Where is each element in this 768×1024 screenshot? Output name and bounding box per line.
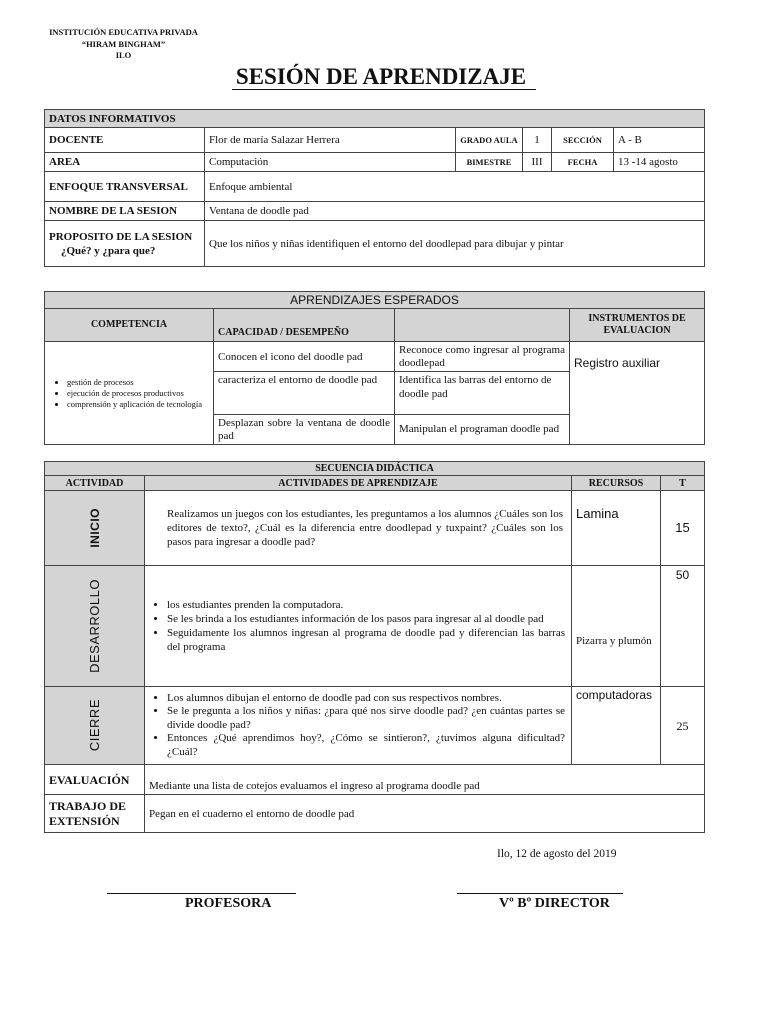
inicio-text: Realizamos un juegos con los estudiantes, les preguntamos a los alumnos ¿Cuáles son los editores de texto?, ¿Cuál es la diferencia entre doodlepad y tuxpaint? ¿Cuáles son los pasos para ingresar a doodle pad?	[145, 491, 572, 566]
grado-label: GRADO AULA	[456, 128, 523, 153]
competencias-cell	[45, 342, 214, 445]
docente-label: DOCENTE	[45, 128, 205, 153]
docente-value: Flor de maría Salazar Herrera	[205, 128, 456, 153]
desarrollo-item: • los estudiantes prenden la computadora.	[167, 598, 565, 612]
col-capacidad: CAPACIDAD / DESEMPEÑO	[214, 309, 395, 342]
nombre-value: Ventana de doodle pad	[205, 202, 705, 221]
sign-left: PROFESORA	[185, 896, 272, 911]
school-line-3: ILO	[115, 50, 132, 60]
col-instrumentos: INSTRUMENTOS DE EVALUACION	[570, 309, 705, 342]
desempeno-cell: Manipulan el programan doodle pad	[395, 415, 570, 445]
capacidad-cell: Desplazan sobre la ventana de doodle pad	[214, 415, 395, 445]
col-competencia: COMPETENCIA	[45, 309, 214, 342]
proposito-label-line-1: PROPOSITO DE LA SESION	[49, 230, 193, 243]
desarrollo-item: • Seguidamente los alumnos ingresan al programa de doodle pad y diferencian las barras del programa	[167, 626, 565, 654]
cierre-recurso: computadoras	[572, 687, 661, 765]
area-label: AREA	[45, 153, 205, 172]
desarrollo-cell	[145, 566, 572, 687]
trabajo-value: Pegan en el cuaderno el entorno de doodle pad	[145, 795, 705, 833]
col-recursos: RECURSOS	[572, 476, 661, 491]
bimestre-value: III	[523, 153, 552, 172]
inicio-tiempo: 15	[661, 491, 705, 566]
desarrollo-tiempo: 50	[661, 566, 705, 687]
desarrollo-label-cell	[45, 566, 145, 687]
competencia-item: • ejecución de procesos productivos	[67, 388, 209, 399]
grado-value: 1	[523, 128, 552, 153]
cierre-tiempo: 25	[661, 687, 705, 765]
desempeno-cell: Identifica las barras del entorno de doodle pad	[395, 372, 570, 415]
desarrollo-recurso: Pizarra y plumón	[572, 566, 661, 687]
enfoque-value: Enfoque ambiental	[205, 172, 705, 202]
school-line-1: INSTITUCIÓN EDUCATIVA PRIVADA	[49, 27, 198, 37]
date-line: Ilo, 12 de agosto del 2019	[497, 848, 617, 860]
proposito-label	[45, 221, 205, 267]
seccion-value: A - B	[614, 128, 705, 153]
instrumento-cell: Registro auxiliar	[570, 342, 705, 445]
desempeno-cell: Reconoce como ingresar al programa doodlepad	[395, 342, 570, 372]
cierre-item: • Se le pregunta a los niños y niñas: ¿para qué nos sirve doodle pad? ¿en cuántas partes se divide doodle pad?	[167, 705, 565, 732]
col-actividad: ACTIVIDAD	[45, 476, 145, 491]
school-line-2: “HIRAM BINGHAM”	[81, 38, 166, 49]
area-value: Computación	[205, 153, 456, 172]
secuencia-title: SECUENCIA DIDÁCTICA	[45, 462, 705, 476]
cierre-item: • Entonces ¿Qué aprendimos hoy?, ¿Cómo se sintieron?, ¿tuvimos alguna dificultad? ¿Cuál?	[167, 732, 565, 759]
aprendizajes-title: APRENDIZAJES ESPERADOS	[45, 292, 705, 309]
inicio-recurso: Lamina	[572, 491, 661, 566]
cierre-item: • Los alumnos dibujan el entorno de doodle pad con sus respectivos nombres.	[167, 692, 565, 706]
signature-line-right	[457, 893, 623, 894]
evaluacion-value: Mediante una lista de cotejos evaluamos el ingreso al programa doodle pad	[145, 765, 705, 795]
aprendizajes-table	[44, 291, 705, 445]
sign-right: Vº Bº DIRECTOR	[499, 896, 610, 911]
page-title: SESIÓN DE APRENDIZAJE	[0, 64, 768, 90]
info-section-title: DATOS INFORMATIVOS	[45, 110, 705, 128]
fecha-label: FECHA	[552, 153, 614, 172]
enfoque-label: ENFOQUE TRANSVERSAL	[45, 172, 205, 202]
evaluacion-label: EVALUACIÓN	[45, 765, 145, 795]
competencia-item: • gestión de procesos	[67, 377, 209, 388]
inicio-label-cell	[45, 491, 145, 566]
bimestre-label: BIMESTRE	[456, 153, 523, 172]
inicio-label: INICIO	[87, 508, 102, 548]
col-desempeno	[395, 309, 570, 342]
proposito-value: Que los niños y niñas identifiquen el entorno del doodlepad para dibujar y pintar	[205, 221, 705, 267]
capacidad-cell: Conocen el icono del doodle pad	[214, 342, 395, 372]
competencia-item: • comprensión y aplicación de tecnología	[67, 399, 209, 410]
trabajo-label: TRABAJO DE EXTENSIÓN	[45, 795, 145, 833]
capacidad-cell: caracteriza el entorno de doodle pad	[214, 372, 395, 415]
cierre-cell	[145, 687, 572, 765]
info-table	[44, 109, 705, 267]
desarrollo-item: • Se les brinda a los estudiantes información de los pasos para ingresar al al doodle pad	[167, 612, 565, 626]
signature-line-left	[107, 893, 296, 894]
cierre-label: CIERRE	[86, 699, 102, 752]
col-actividades: ACTIVIDADES DE APRENDIZAJE	[145, 476, 572, 491]
col-t: T	[661, 476, 705, 491]
desarrollo-label: DESARROLLO	[86, 579, 102, 673]
seccion-label: SECCIÓN	[552, 128, 614, 153]
cierre-label-cell	[45, 687, 145, 765]
secuencia-table	[44, 461, 705, 833]
fecha-value: 13 -14 agosto	[614, 153, 705, 172]
proposito-label-line-2: ¿Qué? y ¿para que?	[61, 244, 156, 257]
nombre-label: NOMBRE DE LA SESION	[45, 202, 205, 221]
school-name	[36, 27, 211, 62]
